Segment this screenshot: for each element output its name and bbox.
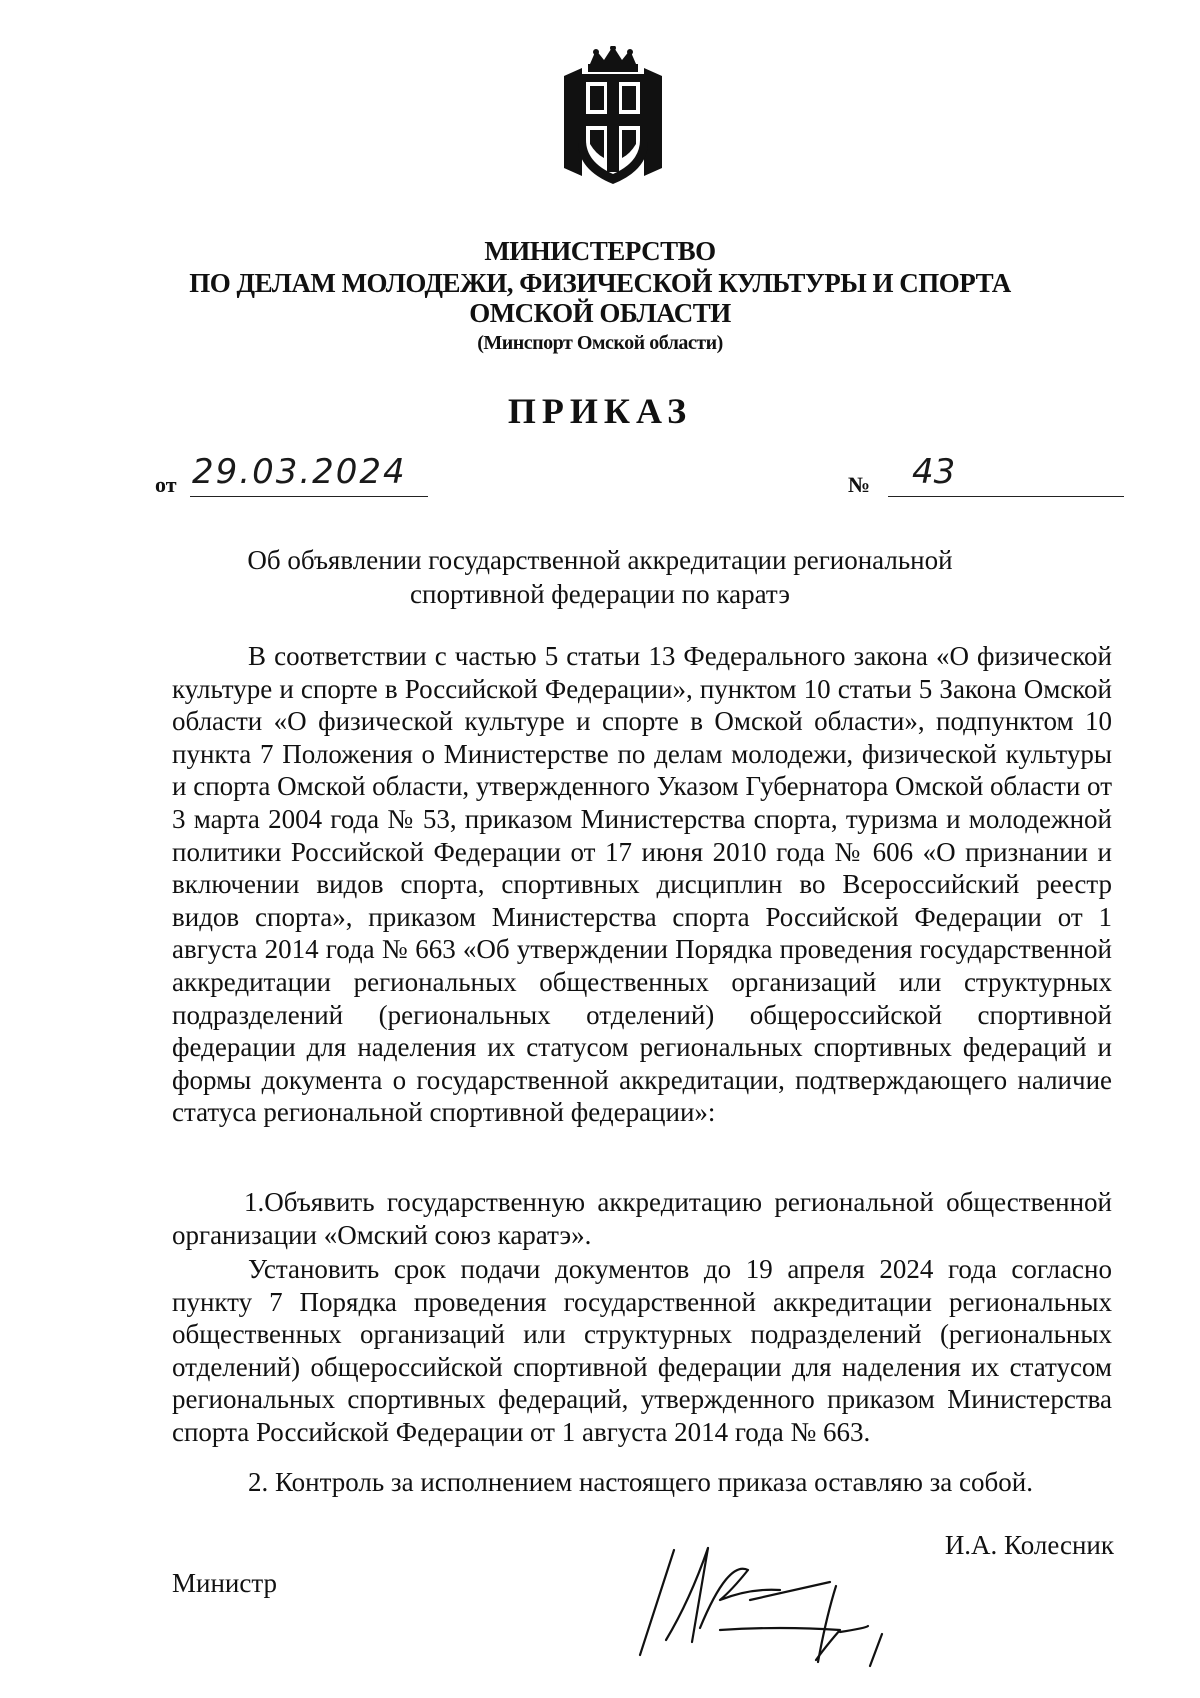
handwritten-signature [630,1530,930,1670]
number-prefix: № [848,472,871,497]
order-subject [0,543,1200,611]
number-underline [888,496,1124,497]
subject-line2: спортивной федерации по каратэ [410,579,790,609]
coat-of-arms-icon [560,46,666,186]
body-paragraph-item1: 1.Объявить государственную аккредитацию региональной общественной организации «Омский союз каратэ». [172,1187,1112,1250]
ministry-short-name: (Минспорт Омской области) [477,332,723,354]
body-paragraph-preamble: В соответствии с частью 5 статьи 13 Федерального закона «О физической культуре и спорте в Российской Федерации», пунктом 10 статьи 5 Закона Омской области «О физической культуре и спорте в Омской области», подпунктом 10 пункта 7 Положения о Министерстве по делам молодежи, физической культуры и спорта Омской области, утвержденного Указом Губернатора Омской области от 3 марта 2004 года № 53, приказом Министерства спорта, туризма и молодежной политики Российской Федерации от 17 июня 2010 года № 606 «О признании и включении видов спорта, спортивных дисциплин во Всероссийский реестр видов спорта», приказом Министерства спорта Российской Федерации от 1 августа 2014 года № 663 «Об утверждении Порядка проведения государственной аккредитации региональных общественных организаций или структурных подразделений (региональных отделений) общероссийской спортивной федерации для наделения их статусом региональных спортивных федераций и формы документа о государственной аккредитации, подтверждающего наличие статуса региональной спортивной федерации»: [172,641,1112,1128]
date-prefix: от [155,472,177,497]
date-value: 29.03.2024 [192,452,407,492]
ministry-title-line3: ОМСКОЙ ОБЛАСТИ [469,298,731,328]
ministry-title-line1: МИНИСТЕРСТВО [484,236,716,266]
date-underline [190,496,428,497]
order-title: ПРИКАЗ [507,391,693,431]
number-value: 43 [912,452,956,492]
body-paragraph-item2: 2. Контроль за исполнением настоящего приказа оставляю за собой. [248,1467,1033,1497]
body-paragraph-deadline: Установить срок подачи документов до 19 апреля 2024 года согласно пункту 7 Порядка проведения государственной аккредитации региональных общественных организаций или структурных подразделений (региональных отделений) общероссийской спортивной федерации для наделения их статусом региональных спортивных федераций, утвержденного приказом Министерства спорта Российской Федерации от 1 августа 2014 года № 663. [172,1254,1112,1447]
signer-position: Министр [172,1568,277,1598]
subject-line1: Об объявлении государственной аккредитации региональной [247,545,953,575]
signer-name: И.А. Колесник [944,1530,1114,1560]
ministry-title-line2: ПО ДЕЛАМ МОЛОДЕЖИ, ФИЗИЧЕСКОЙ КУЛЬТУРЫ И СПОРТА [189,268,1011,298]
